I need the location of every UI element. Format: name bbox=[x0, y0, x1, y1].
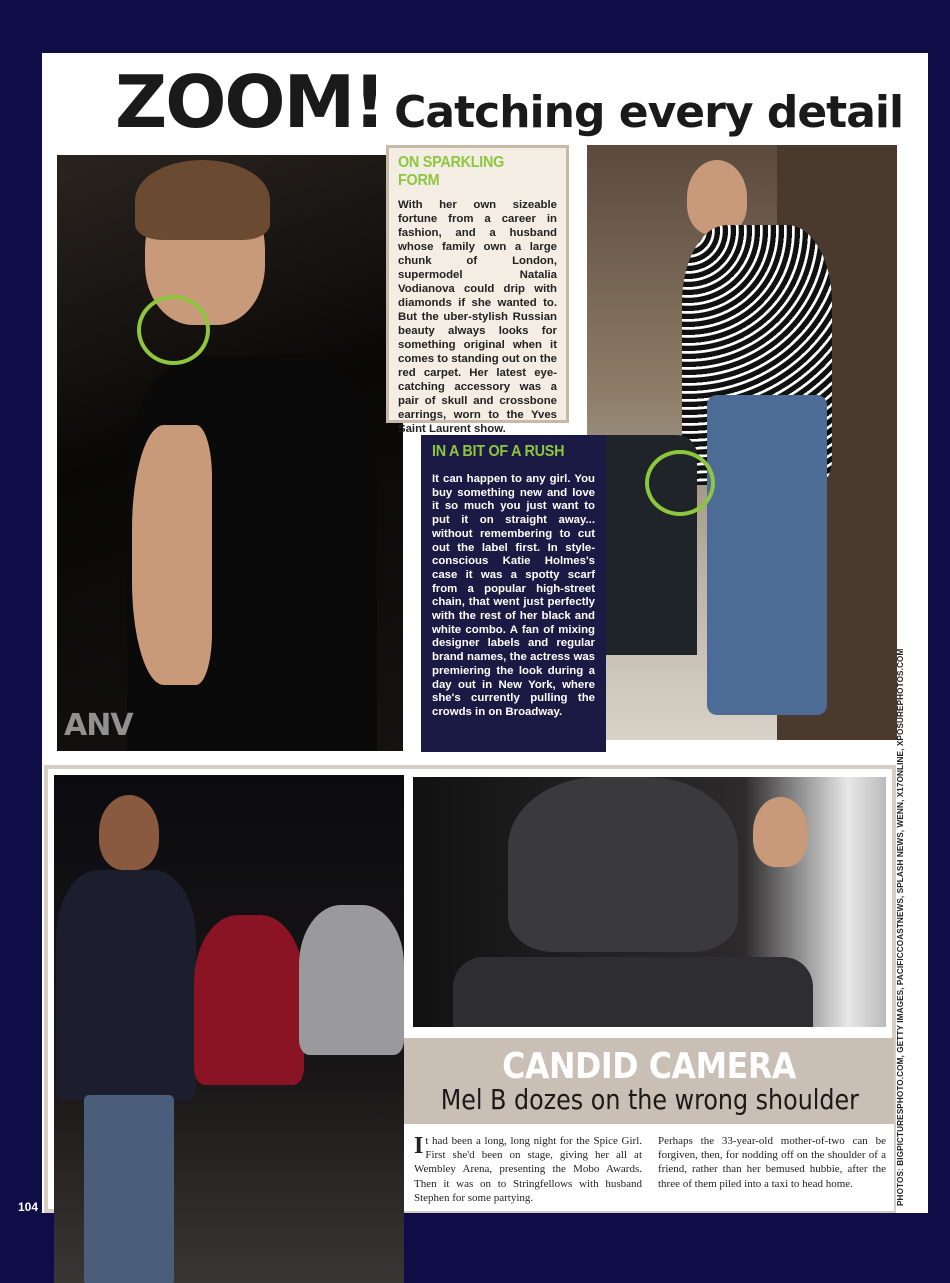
face-shape bbox=[687, 160, 747, 235]
rush-box bbox=[421, 435, 606, 752]
label-highlight-ring bbox=[645, 450, 715, 516]
hair-shape bbox=[135, 160, 270, 240]
sparkling-form-title: ON SPARKLING FORM bbox=[398, 154, 505, 189]
earring-highlight-ring bbox=[137, 295, 210, 365]
sparkling-form-body: With her own sizeable fortune from a career in fashion, and a husband whose family own a large chunk of London, supermodel Natalia Vodianova could drip with diamonds if she wanted to. But the uber-stylish Russian beauty always looks for something original when it comes to standing out on the red carpet. Her latest eye-catching accessory was a pair of skull and crossbone earrings, worn to the Yves Saint Laurent show. bbox=[398, 199, 557, 435]
headline-subtitle: Catching every detail bbox=[394, 87, 904, 138]
sparkling-form-box bbox=[386, 145, 569, 435]
velvet-jacket bbox=[56, 870, 196, 1100]
photo-katie-holmes bbox=[587, 145, 897, 740]
page-headline bbox=[115, 60, 903, 144]
candid-story bbox=[404, 1124, 894, 1211]
back-shape bbox=[132, 425, 212, 685]
rush-body: It can happen to any girl. You buy something new and love it so much you just want to put it on straight away... without remembering to cut out the label first. In style-conscious Katie Holmes's case it was a spotty scarf from a popular high-street chain, that went just perfectly with the rest of her black and white combo. A fan of mixing designer labels and regular brand names, the actress was premiering the look during a day out in New York, where she's currently pulling the crowds in on Broadway. bbox=[432, 473, 595, 718]
face-shape bbox=[99, 795, 159, 870]
candid-subtitle: Mel B dozes on the wrong shoulder bbox=[440, 1083, 859, 1116]
seat-shape bbox=[453, 957, 813, 1027]
story-text-1: t had been a long, long night for the Spice Girl. First she'd been on stage, giving her all at Wembley Arena, presenting the Mobo Awards. Then it was on to Stringfellows with husband Stephen for some partying. bbox=[414, 1135, 642, 1204]
photo-mel-b-walking bbox=[54, 775, 404, 1283]
page-number: 104 bbox=[18, 1200, 39, 1214]
rush-title: IN A BIT OF A RUSH bbox=[432, 443, 565, 460]
grey-shirt bbox=[299, 905, 404, 1055]
photo-taxi-interior bbox=[413, 777, 886, 1027]
drop-cap: I bbox=[414, 1133, 424, 1159]
headrest-shape bbox=[508, 777, 738, 952]
red-dress bbox=[194, 915, 304, 1085]
photo-natalia bbox=[57, 155, 403, 751]
face-shape bbox=[753, 797, 808, 867]
photo-credit: PHOTOS: BIGPICTURESPHOTO.COM, GETTY IMAGES, PACIFICCOASTNEWS, SPLASH NEWS, WENN, X17ONLINE, XPOSUREPHOTOS.COM bbox=[896, 648, 905, 1206]
headline-zoom: ZOOM! bbox=[115, 60, 385, 144]
story-column-1 bbox=[414, 1134, 642, 1205]
story-text-2: Perhaps the 33-year-old mother-of-two can be forgiven, then, for nodding off on the shoulder of a friend, rather than her bemused hubbie, after the three of them piled into a taxi to head home. bbox=[658, 1135, 886, 1190]
jeans-shape bbox=[707, 395, 827, 715]
photo-watermark: ANV bbox=[64, 708, 133, 743]
candid-title: CANDID CAMERA bbox=[502, 1046, 796, 1087]
story-column-2 bbox=[658, 1134, 886, 1191]
candid-header bbox=[404, 1038, 894, 1124]
jeans-shape bbox=[84, 1095, 174, 1283]
